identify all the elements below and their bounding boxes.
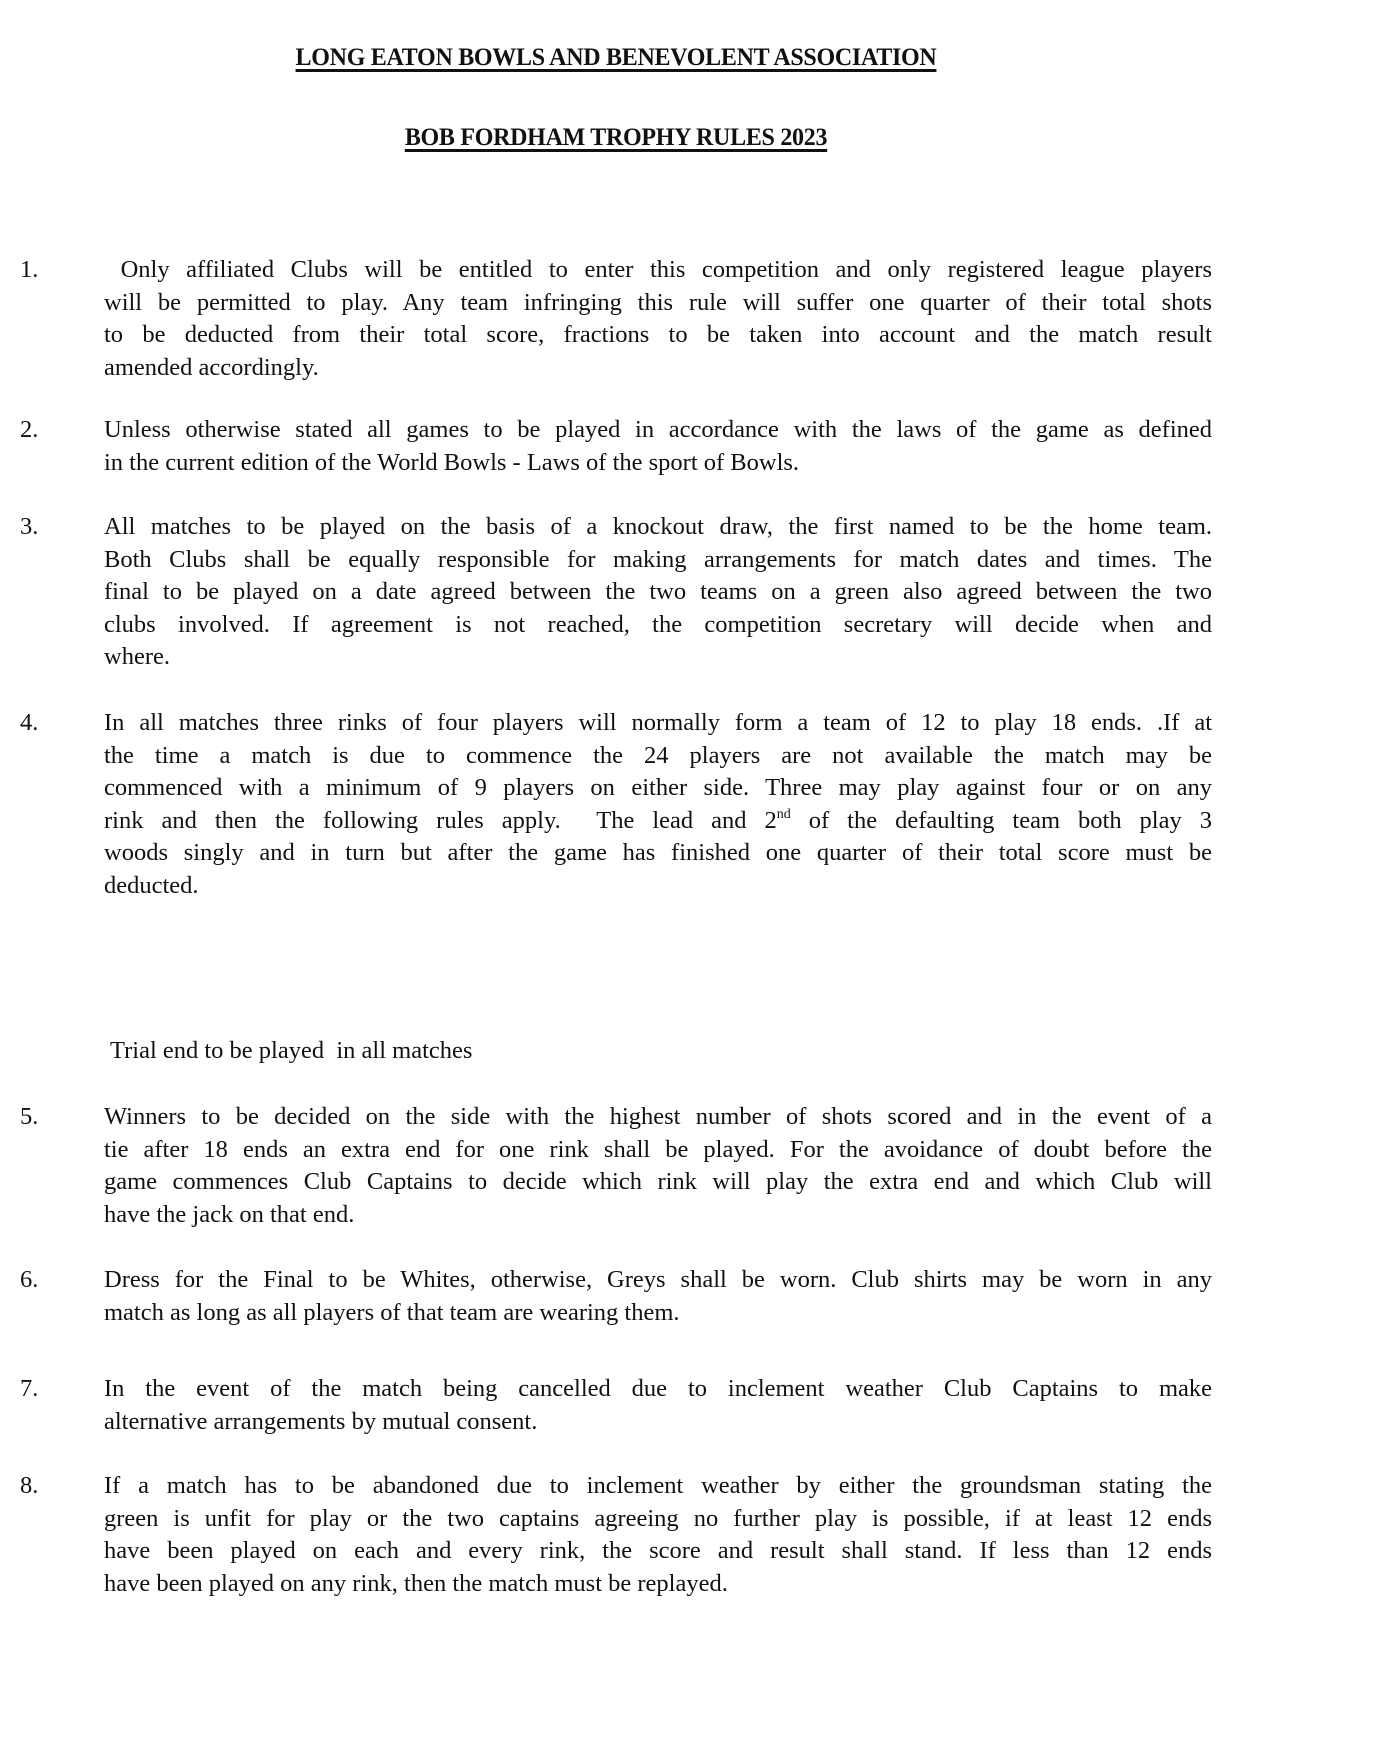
- rule-line: [104, 805, 1212, 838]
- rule-line: Only affiliated Clubs will be entitled to enter this competition and only registered league players: [104, 256, 1212, 283]
- rule-line: will be permitted to play. Any team infringing this rule will suffer one quarter of their total shots: [104, 288, 1212, 316]
- rule-number: 2.: [20, 416, 39, 443]
- rule-line-tail: of the defaulting team both play 3: [790, 806, 1212, 834]
- rule-number: 8.: [20, 1472, 39, 1499]
- rule-line: where.: [104, 643, 170, 670]
- rule-text: [104, 707, 1212, 902]
- rule-number: 5.: [20, 1103, 39, 1130]
- rule-line: If a match has to be abandoned due to inclement weather by either the groundsman stating the: [104, 1472, 1212, 1499]
- rule-number: 7.: [20, 1375, 39, 1402]
- rule-line: Winners to be decided on the side with the highest number of shots scored and in the event of a: [104, 1103, 1212, 1130]
- rule-number: 6.: [20, 1266, 39, 1293]
- rule-line: match as long as all players of that team are wearing them.: [104, 1298, 680, 1326]
- rule-number: 3.: [20, 513, 39, 540]
- rule-line: commenced with a minimum of 9 players on either side. Three may play against four or on any: [104, 774, 1212, 801]
- rule-line: tie after 18 ends an extra end for one rink shall be played. For the avoidance of doubt before the: [104, 1135, 1212, 1163]
- rule-note: Trial end to be played in all matches: [110, 1037, 473, 1064]
- rule-line: alternative arrangements by mutual consent.: [104, 1407, 538, 1435]
- rule-line: have been played on each and every rink, the score and result shall stand. If less than 12 ends: [104, 1537, 1212, 1564]
- rule-line: the time a match is due to commence the 24 players are not available the match may be: [104, 741, 1212, 769]
- ordinal-superscript: nd: [776, 806, 791, 822]
- rule-text: [104, 254, 1212, 384]
- rule-line: All matches to be played on the basis of a knockout draw, the first named to be the home team.: [104, 513, 1212, 540]
- rule-line: Both Clubs shall be equally responsible for making arrangements for match dates and times. The: [104, 545, 1212, 573]
- rule-line: final to be played on a date agreed between the two teams on a green also agreed between the two: [104, 578, 1212, 605]
- rule-text: [104, 414, 1212, 479]
- document-title: LONG EATON BOWLS AND BENEVOLENT ASSOCIATION: [295, 44, 937, 71]
- rule-line: Unless otherwise stated all games to be played in accordance with the laws of the game as defined: [104, 416, 1212, 443]
- rule-line-head: rink and then the following rules apply. The lead and 2: [104, 806, 777, 834]
- rule-line: to be deducted from their total score, fractions to be taken into account and the match result: [104, 321, 1212, 348]
- rule-line: woods singly and in turn but after the game has finished one quarter of their total score must be: [104, 839, 1212, 866]
- rule-number: 4.: [20, 709, 39, 736]
- rule-line: in the current edition of the World Bowls - Laws of the sport of Bowls.: [104, 448, 800, 476]
- rule-line: In all matches three rinks of four players will normally form a team of 12 to play 18 ends. .If at: [104, 709, 1212, 736]
- rule-line: deducted.: [104, 871, 199, 899]
- rule-text: [104, 1470, 1212, 1600]
- rule-line: amended accordingly.: [104, 353, 319, 381]
- rule-text: [104, 1373, 1212, 1438]
- rule-text: [104, 1264, 1212, 1329]
- rule-line: game commences Club Captains to decide which rink will play the extra end and which Club will: [104, 1168, 1212, 1195]
- rule-text: [104, 1101, 1212, 1231]
- rule-line: have been played on any rink, then the match must be replayed.: [104, 1569, 728, 1597]
- rule-line: Dress for the Final to be Whites, otherwise, Greys shall be worn. Club shirts may be worn in any: [104, 1266, 1212, 1293]
- document-subtitle: BOB FORDHAM TROPHY RULES 2023: [404, 124, 828, 151]
- rule-line: have the jack on that end.: [104, 1200, 355, 1228]
- rule-line: In the event of the match being cancelled due to inclement weather Club Captains to make: [104, 1375, 1212, 1402]
- rule-line: green is unfit for play or the two captains agreeing no further play is possible, if at least 12 ends: [104, 1504, 1212, 1532]
- rule-number: 1.: [20, 256, 39, 283]
- rule-text: [104, 511, 1212, 674]
- rule-line: clubs involved. If agreement is not reached, the competition secretary will decide when and: [104, 610, 1212, 638]
